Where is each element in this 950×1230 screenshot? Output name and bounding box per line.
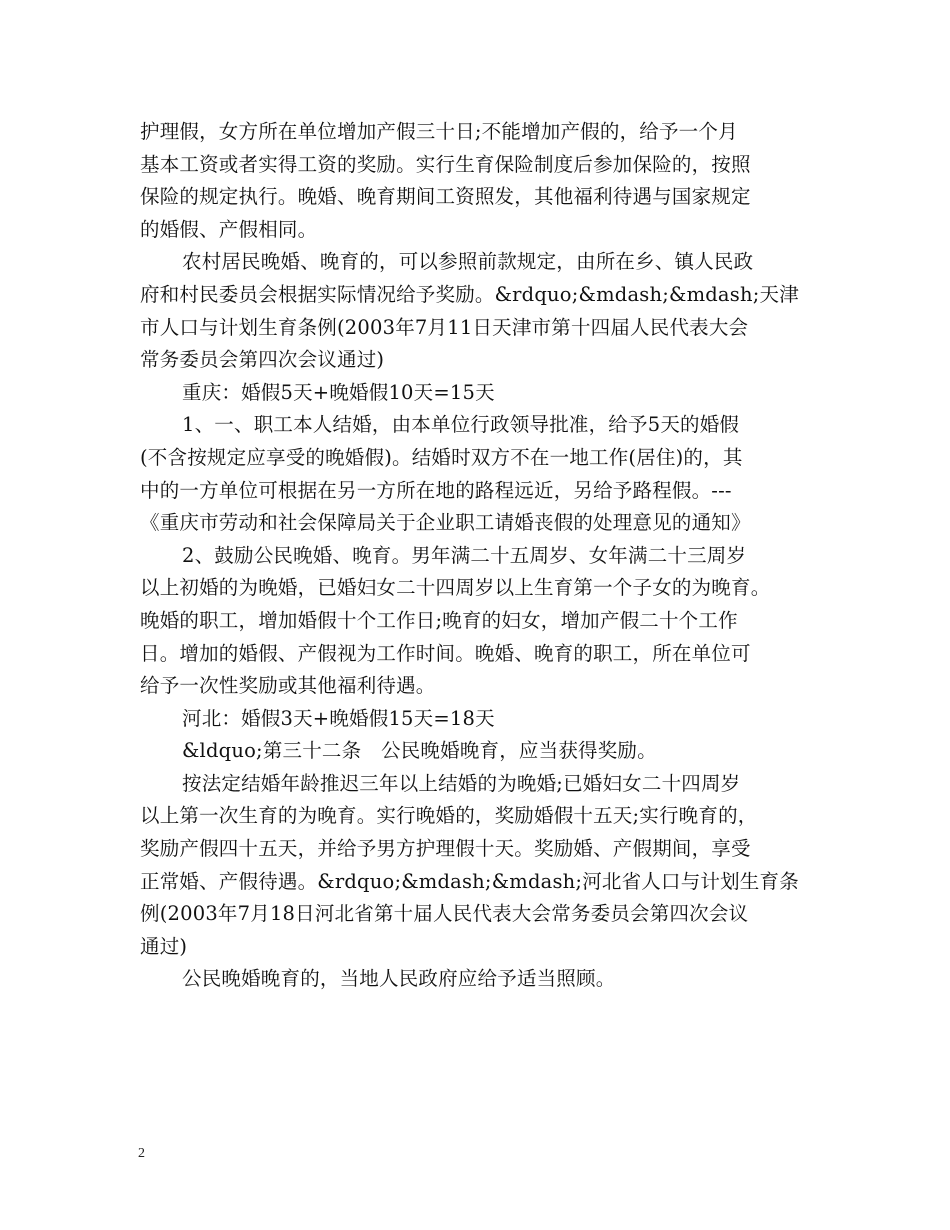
- paragraph-start-line: 公民晚婚晚育的，当地人民政府应给予适当照顾。: [182, 967, 616, 991]
- paragraph-start-line: &ldquo;第三十二条 公民晚婚晚育，应当获得奖励。: [182, 739, 657, 763]
- text-line: 常务委员会第四次会议通过): [140, 348, 385, 372]
- text-line: 保险的规定执行。晚婚、晚育期间工资照发，其他福利待遇与国家规定: [140, 185, 751, 209]
- paragraph-start-line: 按法定结婚年龄推迟三年以上结婚的为晚婚;已婚妇女二十四周岁: [182, 771, 741, 795]
- section-heading-hebei: 河北：婚假3天+晚婚假15天=18天: [182, 706, 495, 730]
- text-line: 日。增加的婚假、产假视为工作时间。晚婚、晚育的职工，所在单位可: [140, 641, 751, 665]
- text-line: 护理假，女方所在单位增加产假三十日;不能增加产假的，给予一个月: [140, 120, 738, 143]
- paragraph-start-line: 1、一、职工本人结婚，由本单位行政领导批准，给予5天的婚假: [182, 413, 740, 437]
- text-line: 晚婚的职工，增加婚假十个工作日;晚育的妇女，增加产假二十个工作: [140, 608, 738, 632]
- text-line: 正常婚、产假待遇。&rdquo;&mdash;&mdash;河北省人口与计划生育条: [140, 869, 799, 893]
- text-line: 市人口与计划生育条例(2003年7月11日天津市第十四届人民代表大会: [140, 315, 749, 339]
- text-line: 中的一方单位可根据在另一方所在地的路程远近，另给予路程假。---: [140, 478, 732, 502]
- text-line: 的婚假、产假相同。: [140, 217, 318, 241]
- paragraph-start-line: 农村居民晚婚、晚育的，可以参照前款规定，由所在乡、镇人民政: [182, 250, 754, 274]
- page-number: 2: [138, 1146, 145, 1161]
- text-line: (不含按规定应享受的晚婚假)。结婚时双方不在一地工作(居住)的，其: [140, 445, 743, 469]
- text-line: 《重庆市劳动和社会保障局关于企业职工请婚丧假的处理意见的通知》: [140, 511, 751, 535]
- text-line: 通过): [140, 934, 188, 958]
- text-line: 以上第一次生育的为晚育。实行晚婚的，奖励婚假十五天;实行晚育的，: [140, 804, 758, 828]
- text-line: 给予一次性奖励或其他福利待遇。: [140, 674, 436, 698]
- document-body: [140, 116, 830, 996]
- text-line: 奖励产假四十五天，并给予男方护理假十天。奖励婚、产假期间，享受: [140, 837, 751, 861]
- section-heading-chongqing: 重庆：婚假5天+晚婚假10天=15天: [182, 380, 495, 404]
- text-line: 基本工资或者实得工资的奖励。实行生育保险制度后参加保险的，按照: [140, 152, 751, 176]
- text-line: 府和村民委员会根据实际情况给予奖励。&rdquo;&mdash;&mdash;天津: [140, 282, 799, 306]
- paragraph-start-line: 2、鼓励公民晚婚、晚育。男年满二十五周岁、女年满二十三周岁: [182, 543, 747, 567]
- text-line: 例(2003年7月18日河北省第十届人民代表大会常务委员会第四次会议: [140, 902, 749, 926]
- text-line: 以上初婚的为晚婚，已婚妇女二十四周岁以上生育第一个子女的为晚育。: [140, 576, 771, 600]
